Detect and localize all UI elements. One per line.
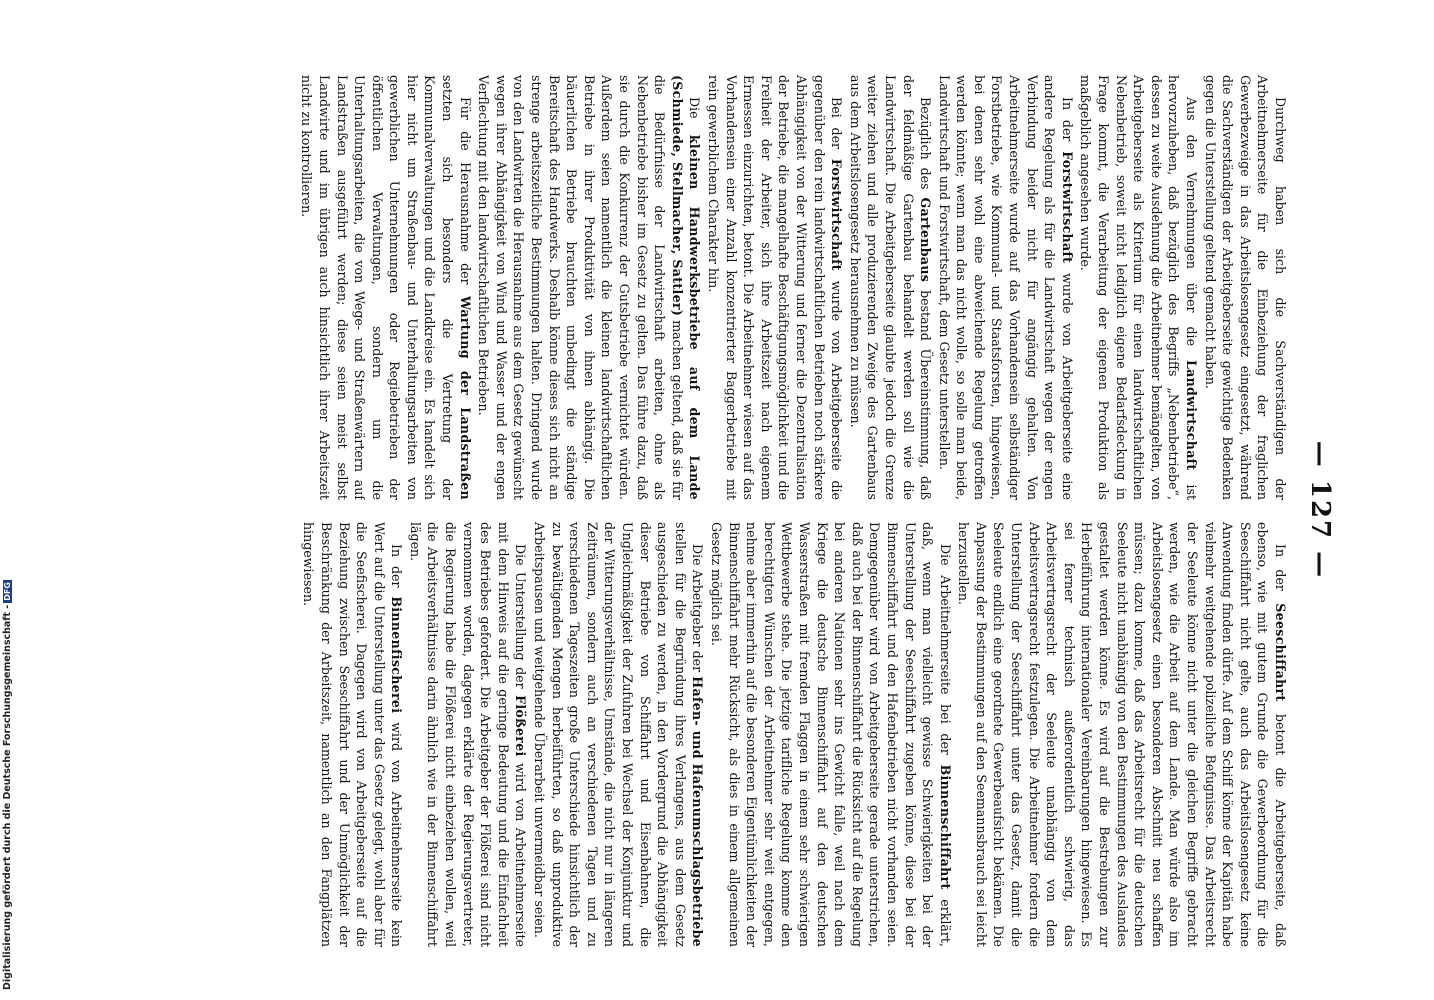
- right-column: [59, 522, 1289, 947]
- paragraph: Die Arbeitnehmerseite bei der Binnenschiffahrt erklärt, daß, wenn man vielleicht gewisse Schwierigkeiten bei der Unterstellung der Seeschiffahrt zugeben könne, diese bei der Binnenschiffahrt und den Hafenbetrieben nicht vorhanden seien. Demgegenüber wird von Arbeitgeberseite gerade unterstrichen, daß auch bei der Binnenschiffahrt die Rücksicht auf die Regelung bei anderen Nationen sehr ins Gewicht falle, weil nach dem Kriege die deutsche Binnenschiffahrt auf den deutschen Wasserstraßen mit fremden Flaggen in einem sehr schwierigen Wettbewerbe stehe. Die jetzige tarifliche Regelung komme den berechtigten Wünschen der Arbeitnehmer sehr weit entgegen, nehme aber immerhin auf die besonderen Eigentümlichkeiten der Binnenschiffahrt mehr Rücksicht, als dies in einem allgemeinen Gesetz möglich sei.: [709, 522, 953, 947]
- paragraph: In der Forstwirtschaft wurde von Arbeitgeberseite eine andere Regelung als für die Landwirtschaft wegen der engen Verbindung beider nicht für angängig gehalten. Von Arbeitnehmerseite wurde auf das Vorhandensein selbständiger Forstbetriebe, wie Kommunal- und Staatsforsten, hingewiesen, bei denen sehr wohl eine abweichende Regelung getroffen werden könnte; wenn man das nicht wolle, so solle man beide, Landwirtschaft und Forstwirtschaft, dem Gesetz unterstellen.: [936, 75, 1075, 500]
- paragraph: Die Arbeitgeber der Hafen- und Hafenumschlagsbetriebe stellen für die Begründung ihres Verlangens, aus dem Gesetz ausgeschieden zu werden, in den Vordergrund die Abhängigkeit dieser Betriebe von Schiffahrt und Eisenbahnen, die Ungleichmäßigkeit der Zufuhren bei Wechsel der Konjunktur und der Witterungsverhältnisse, Umstände, die nicht nur in längeren Zeiträumen, sondern auch an verschiedenen Tagen und zu verschiedenen Tageszeiten große Unterschiede hinsichtlich der zu bewältigenden Mengen herbeiführten, so daß unproduktive Arbeitspausen und weitgehende Überarbeit unvermeidbar seien.: [532, 522, 706, 947]
- paragraph: Bei der Forstwirtschaft wurde von Arbeitgeberseite die gegenüber den rein landwirtschaftlichen Betrieben noch stärkere Abhängigkeit von der Witterung und ferner die Dezentralisation der Betriebe, die mangelhafte Beschäftigungsmöglichkeit und die Freiheit der Arbeiter, sich ihre Arbeitszeit nach eigenem Ermessen einzurichten, betont. Die Arbeitnehmer wiesen auf das Vorhandensein einer Anzahl konzentrierter Baggerbetriebe mit rein gewerblichem Charakter hin.: [706, 75, 845, 500]
- paragraph: Die Unterstellung der Flößerei wird von Arbeitnehmerseite mit dem Hinweis auf die geringe Bedeutung und die Einfachheit des Betriebes gefordert. Die Arbeitgeber der Flößerei sind nicht vernommen worden, dagegen erklärte der Regierungsvertreter, die Regierung habe die Flößerei nicht einbeziehen wollen, weil die Arbeitsverhältnisse darin ähnlich wie in der Binnenschiffahrt lägen.: [407, 522, 529, 947]
- paragraph: Die kleinen Handwerksbetriebe auf dem Lande (Schmiede, Stellmacher, Sattler) machen geltend, daß sie für die Bedürfnisse der Landwirtschaft arbeiten, ohne als Nebenbetriebe bisher im Gesetz zu gelten. Das führe dazu, daß sie durch die Konkurrenz der Gutsbetriebe vernichtet würden. Außerdem seien namentlich die kleinen landwirtschaftlichen Betriebe in ihrer Produktivität von ihnen abhängig. Die bäuerlichen Betriebe brauchten unbedingt die ständige Bereitschaft des Handwerks. Deshalb könne dieses sich nicht an strenge arbeitszeitliche Bestimmungen halten. Dringend wurde von den Landwirten die Herausnahme aus dem Gesetz gewünscht wegen ihrer Abhängigkeit von Wind und Wasser und der engen Verflechtung mit den landwirtschaftlichen Betrieben.: [476, 75, 703, 500]
- paragraph: Durchweg haben sich die Sachverständigen der Arbeitnehmerseite für die Einbeziehung der fraglichen Gewerbezweige in das Arbeitslosengesetz eingesetzt, während die Sachverständigen der Arbeitgeberseite gewichtige Bedenken gegen die Unterstellung geltend gemacht haben.: [1202, 75, 1288, 500]
- left-column: [59, 75, 1289, 500]
- digitization-credit: [2, 582, 16, 990]
- paragraph: Für die Herausnahme der Wartung der Landstraßen setzten sich besonders die Vertretung der Kommunalverwaltungen und die Landkreise ein. Es handelt sich hier nicht um Straßenbau- und Unterhaltungsarbeiten von gewerblichen Unternehmungen oder Regiebetrieben der öffentlichen Verwaltungen, sondern um die Unterhaltungsarbeiten, die von Wege- und Straßenwärtern auf Landstraßen ausgeführt werden; diese seien meist selbst Landwirte und im übrigen auch hinsichtlich ihrer Arbeitszeit nicht zu kontrollieren.: [299, 75, 473, 500]
- paragraph: Bezüglich des Gartenbaus bestand Übereinstimmung, daß der feldmäßige Gartenbau behandelt werden soll wie die Landwirtschaft. Die Arbeitgeberseite glaubte jedoch die Grenze weiter ziehen und alle produzierenden Zweige des Gartenbaus aus dem Arbeitslosengesetz herausnehmen zu müssen.: [847, 75, 934, 500]
- page-number: — 127 —: [1305, 440, 1335, 580]
- credit-text: Digitalisierung gefördert durch die Deutsche Forschungsgemeinschaft -: [2, 604, 13, 990]
- paragraph: In der Binnenfischerei wird von Arbeitnehmerseite kein Wert auf die Unterstellung unter das Gesetz gelegt, wohl aber für die Seefischerei. Dagegen wird von Arbeitgeberseite auf die Beziehung zwischen Seeschiffahrt und der Unmöglichkeit der Beschränkung der Arbeitszeit, namentlich an den Fangplätzen hingewiesen.: [301, 522, 405, 947]
- rotated-page: [45, 60, 1335, 960]
- paragraph: In der Seeschiffahrt betont die Arbeitgeberseite, daß ebenso, wie mit gutem Grunde die Gewerbeordnung für die Seeschiffahrt nicht gelte, auch das Arbeitslosengesetz keine Anwendung finden dürfe. Auf dem Schiff könne der Kapitän habe vielmehr weitgehende polizeiliche Befugnisse. Das Arbeitsrecht der Seeleute könne nicht unter die gleichen Begriffe gebracht werden, wie die Arbeit auf dem Lande. Man würde also im Arbeitslosengesetz einen besonderen Abschnitt neu schaffen müssen; dazu komme, daß das Arbeitsrecht für die deutschen Seeleute nicht unabhängig von den Bestimmungen des Auslandes gestaltet werden könne. Es wird auf die Bestrebungen zur Herbeiführung internationaler Vereinbarungen hingewiesen. Es sei ferner technisch außerordentlich schwierig, das Arbeitsvertragsrecht der Seeleute unabhängig von dem Arbeitsvertragsrecht festzulegen. Die Arbeitnehmer fordern die Unterstellung der Seeschiffahrt unter das Gesetz, damit die Seeleute endlich eine geordnete Gewerbeaufsicht bekämen. Die Anpassung der Bestimmungen auf den Seemannsbrauch sei leicht herzustellen.: [956, 522, 1288, 947]
- paragraph: Aus den Vernehmungen über die Landwirtschaft ist hervorzuheben, daß bezüglich des Begriffs „Nebenbetriebe“, dessen zu weite Ausdehnung die Arbeitnehmer bemängelten, von Arbeitgeberseite als Kriterium für einen landwirtschaftlichen Nebenbetrieb, soweit nicht lediglich eigene Bedarfsdeckung in Frage kommt, die Verarbeitung der eigenen Produktion als maßgeblich angesehen wurde.: [1078, 75, 1200, 500]
- dfg-logo: DFG: [3, 582, 12, 601]
